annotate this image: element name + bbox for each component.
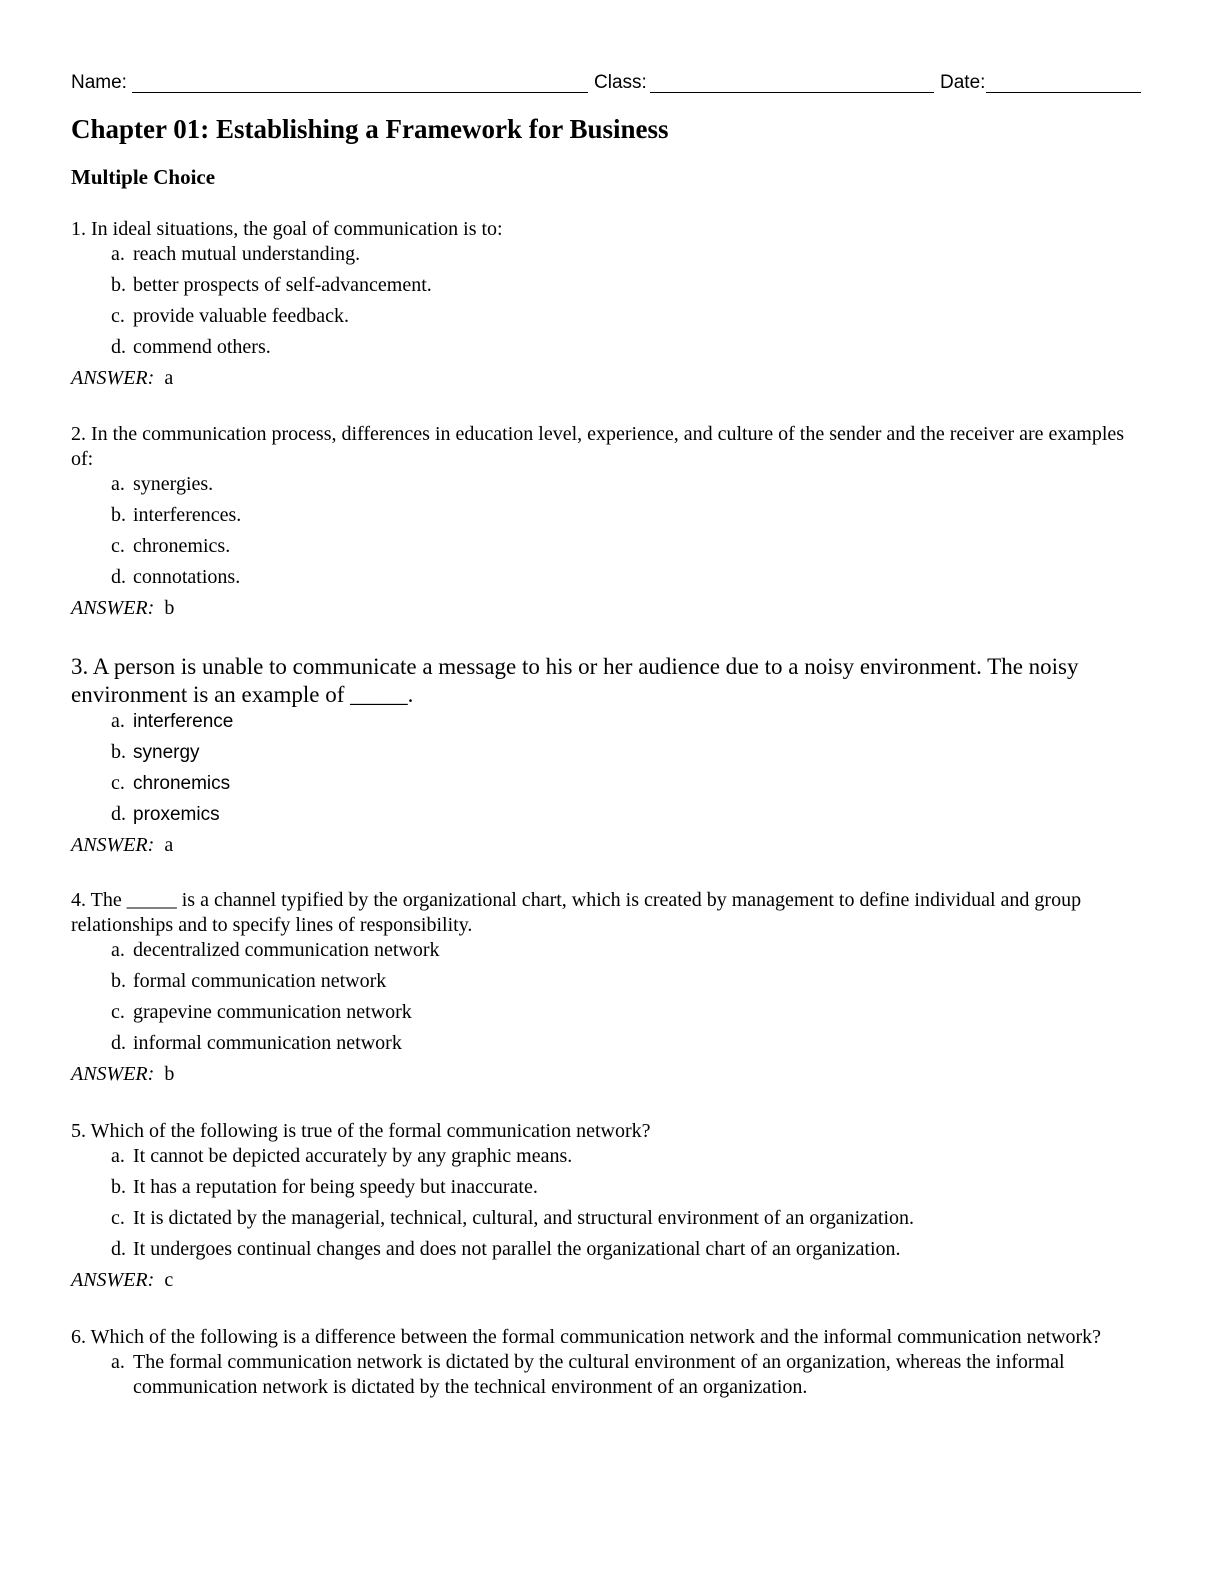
option-b: b. interferences.	[111, 504, 242, 526]
question-stem: 6. Which of the following is a difference between the formal communication network and the informal communication network?	[71, 1326, 1102, 1348]
chapter-title: Chapter 01: Establishing a Framework for Business	[71, 114, 669, 144]
option-b: b. better prospects of self-advancement.	[111, 274, 432, 296]
question-stem: 1. In ideal situations, the goal of communication is to:	[71, 218, 503, 240]
answer-line	[71, 833, 1143, 864]
date-field[interactable]	[986, 92, 1141, 93]
option-d: d. It undergoes continual changes and does not parallel the organizational chart of an organization.	[111, 1238, 901, 1260]
answer-line	[71, 1268, 1143, 1299]
header-fields	[71, 72, 1141, 98]
question-stem: 3. A person is unable to communicate a message to his or her audience due to a noisy environment. The noisy environment is an example of _____.	[71, 654, 1079, 707]
question-1	[71, 217, 1143, 397]
answer-label: ANSWER:	[71, 597, 155, 619]
question-stem: 5. Which of the following is true of the formal communication network?	[71, 1120, 651, 1142]
option-c: c. provide valuable feedback.	[111, 305, 350, 327]
answer-value: a	[164, 367, 174, 389]
answer-label: ANSWER:	[71, 1269, 155, 1291]
name-field[interactable]	[132, 92, 588, 93]
name-label: Name:	[71, 72, 127, 93]
option-d: d. informal communication network	[111, 1032, 402, 1054]
option-a: a. The formal communication network is dictated by the cultural environment of an organization, whereas the informal communication network is dictated by the technical environment of an organization.	[111, 1351, 1065, 1398]
section-heading: Multiple Choice	[71, 165, 216, 189]
option-a: a. decentralized communication network	[111, 939, 440, 961]
answer-value: a	[164, 834, 174, 856]
answer-label: ANSWER:	[71, 834, 155, 856]
option-c: c. chronemics	[111, 772, 231, 794]
class-field[interactable]	[650, 92, 934, 93]
option-d: d. connotations.	[111, 566, 241, 588]
question-4	[71, 888, 1143, 1093]
date-label: Date:	[940, 72, 986, 93]
answer-value: c	[164, 1269, 174, 1291]
answer-line	[71, 366, 1143, 397]
question-stem: 4. The _____ is a channel typified by the organizational chart, which is created by management to define individual and group relationships and to specify lines of responsibility.	[71, 889, 1082, 936]
answer-line	[71, 1062, 1143, 1093]
question-2	[71, 422, 1143, 627]
answer-line	[71, 596, 1143, 627]
option-c: c. It is dictated by the managerial, technical, cultural, and structural environment of an organization.	[111, 1207, 915, 1229]
option-d: d. proxemics	[111, 803, 220, 825]
class-label: Class:	[594, 72, 647, 93]
option-a: a. It cannot be depicted accurately by any graphic means.	[111, 1145, 573, 1167]
answer-label: ANSWER:	[71, 1063, 155, 1085]
answer-value: b	[164, 1063, 175, 1085]
answer-label: ANSWER:	[71, 367, 155, 389]
answer-value: b	[164, 597, 175, 619]
option-c: c. chronemics.	[111, 535, 231, 557]
question-3	[71, 653, 1143, 864]
option-a: a. interference	[111, 710, 234, 732]
option-b: b. synergy	[111, 741, 200, 763]
question-6	[71, 1325, 1143, 1400]
option-b: b. It has a reputation for being speedy but inaccurate.	[111, 1176, 538, 1198]
option-b: b. formal communication network	[111, 970, 387, 992]
option-a: a. reach mutual understanding.	[111, 243, 361, 265]
option-d: d. commend others.	[111, 336, 271, 358]
option-a: a. synergies.	[111, 473, 214, 495]
question-5	[71, 1119, 1143, 1299]
option-c: c. grapevine communication network	[111, 1001, 412, 1023]
question-stem: 2. In the communication process, differences in education level, experience, and culture of the sender and the receiver are examples of:	[71, 423, 1125, 470]
